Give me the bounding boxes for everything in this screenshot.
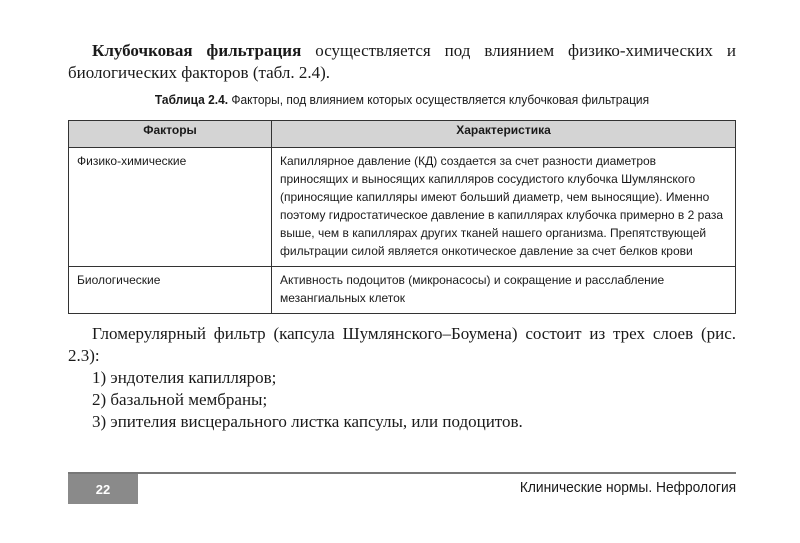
table-caption-text: Факторы, под влиянием которых осуществляется клубочковая фильтрация [228, 92, 650, 107]
table-header-factors: Факторы [69, 121, 272, 148]
table-header-row [69, 121, 736, 148]
table-cell-description: Активность подоцитов (микронасосы) и сокращение и расслабление мезангиальных клеток [272, 267, 736, 314]
table-header-description: Характеристика [272, 121, 736, 148]
intro-text: осуществляется под влиянием физико-химических и биологических факторов (табл. 2.4). [68, 41, 736, 82]
list-item: 3) эпителия висцерального листка капсулы, или подоцитов. [92, 412, 523, 431]
intro-term: Клубочковая фильтрация [92, 41, 302, 60]
table-row [69, 148, 736, 267]
table-caption [95, 92, 710, 107]
page-number: 22 [68, 474, 138, 504]
table-row [69, 267, 736, 314]
footer-rule [68, 472, 736, 474]
table-cell-factor: Биологические [69, 267, 272, 314]
table-cell-factor: Физико-химические [69, 148, 272, 267]
filter-paragraph: Гломерулярный фильтр (капсула Шумлянского–Боумена) состоит из трех слоев (рис. 2.3): [68, 324, 736, 365]
table-caption-label: Таблица 2.4. [154, 92, 229, 107]
intro-paragraph [68, 40, 736, 84]
table-cell-description: Капиллярное давление (КД) создается за счет разности диаметров приносящих и выносящих капилляров сосудистого клубочка Шумлянского (приносящие капилляры имеют больший диаметр, чем выносящие). Именно поэтому гидростатическое давление в капиллярах клубочка примерно в 2 раза выше, чем в капиллярах других тканей нашего организма. Препятствующей фильтрации силой является онкотическое давление за счет белков крови [272, 148, 736, 267]
list-item: 2) базальной мембраны; [92, 390, 268, 409]
list-item: 1) эндотелия капилляров; [92, 368, 277, 387]
running-title: Клинические нормы. Нефрология [519, 479, 736, 496]
factors-table [68, 120, 736, 314]
